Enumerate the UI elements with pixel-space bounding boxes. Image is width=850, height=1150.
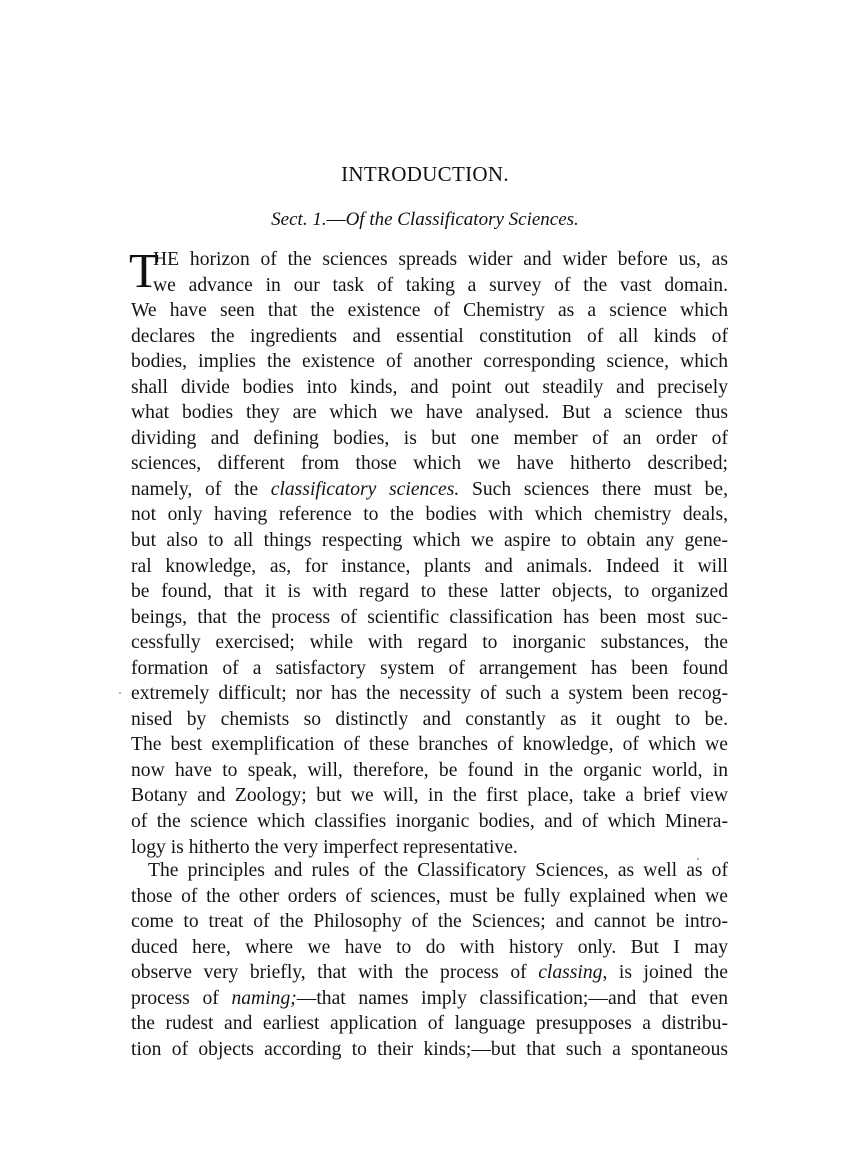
chapter-heading: INTRODUCTION. bbox=[341, 162, 509, 186]
text-line: Botany and Zoology; but we will, in the first place, take a brief view bbox=[131, 785, 728, 807]
section-title: Of the Classificatory Sciences. bbox=[345, 209, 579, 230]
text-line: not only having reference to the bodies with which chemistry deals, bbox=[131, 504, 728, 526]
text-run: observe very briefly, that with the process of bbox=[131, 962, 539, 984]
text-line: ral knowledge, as, for instance, plants and animals. Indeed it will bbox=[131, 555, 728, 577]
text-line: what bodies they are which we have analysed. But a science thus bbox=[131, 402, 728, 424]
text-line bbox=[131, 477, 728, 503]
text-line: shall divide bodies into kinds, and point out steadily and precisely bbox=[131, 376, 728, 398]
text-line: logy is hitherto the very imperfect representative. bbox=[131, 836, 518, 858]
text-line: the rudest and earliest application of language presupposes a distribu- bbox=[131, 1013, 728, 1035]
text-line: We have seen that the existence of Chemistry as a science which bbox=[131, 300, 728, 322]
text-line: tion of objects according to their kinds;—but that such a spontaneous bbox=[131, 1038, 728, 1060]
emphasis-naming: naming; bbox=[231, 987, 297, 1009]
scan-speck bbox=[697, 858, 699, 860]
section-dash: — bbox=[326, 209, 346, 230]
text-run: Such sciences there must be, bbox=[459, 478, 728, 500]
text-line: be found, that it is with regard to these latter objects, to organized bbox=[131, 581, 728, 603]
text-line: dividing and defining bodies, is but one member of an order of bbox=[131, 427, 728, 449]
text-line: we advance in our task of taking a survey of the vast domain. bbox=[153, 274, 728, 296]
section-heading bbox=[0, 209, 850, 231]
paragraph-2 bbox=[131, 858, 728, 1062]
text-line: The principles and rules of the Classificatory Sciences, as well as of bbox=[148, 860, 728, 881]
text-line: those of the other orders of sciences, must be fully explained when we bbox=[131, 885, 728, 907]
text-line bbox=[131, 986, 728, 1012]
text-line: formation of a satisfactory system of arrangement has been found bbox=[131, 657, 728, 679]
text-line: beings, that the process of scientific classification has been most suc- bbox=[131, 606, 728, 628]
text-line: duced here, where we have to do with history only. But I may bbox=[131, 936, 728, 958]
text-line: but also to all things respecting which we aspire to obtain any gene- bbox=[131, 530, 728, 552]
text-line: The best exemplification of these branches of knowledge, of which we bbox=[131, 734, 728, 756]
text-line: now have to speak, will, therefore, be found in the organic world, in bbox=[131, 759, 728, 781]
emphasis-classing: classing bbox=[538, 962, 603, 984]
text-line: of the science which classifies inorganic bodies, and of which Minera- bbox=[131, 811, 728, 833]
text-run: namely, of the bbox=[131, 478, 271, 500]
text-line: sciences, different from those which we have hitherto described; bbox=[131, 453, 728, 475]
text-line bbox=[131, 960, 728, 986]
emphasis-classificatory-sciences: classificatory sciences. bbox=[270, 478, 460, 500]
text-line: HE horizon of the sciences spreads wider and wider before us, as bbox=[153, 249, 728, 270]
text-line: cessfully exercised; while with regard to inorganic substances, the bbox=[131, 632, 728, 654]
text-run: —that names imply classification;—and that even bbox=[296, 987, 728, 1009]
drop-cap: T bbox=[129, 249, 159, 295]
scan-speck bbox=[119, 692, 121, 694]
paragraph-1 bbox=[131, 247, 728, 860]
text-line: nised by chemists so distinctly and constantly as it ought to be. bbox=[131, 708, 728, 730]
text-line: declares the ingredients and essential constitution of all kinds of bbox=[131, 325, 728, 347]
text-line: come to treat of the Philosophy of the Sciences; and cannot be intro- bbox=[131, 911, 728, 933]
text-line: extremely difficult; nor has the necessity of such a system been recog- bbox=[131, 683, 728, 705]
text-run: process of bbox=[131, 987, 232, 1009]
text-run: , is joined the bbox=[602, 962, 728, 984]
section-label: Sect. 1. bbox=[271, 209, 327, 230]
text-line: bodies, implies the existence of another corresponding science, which bbox=[131, 351, 728, 373]
